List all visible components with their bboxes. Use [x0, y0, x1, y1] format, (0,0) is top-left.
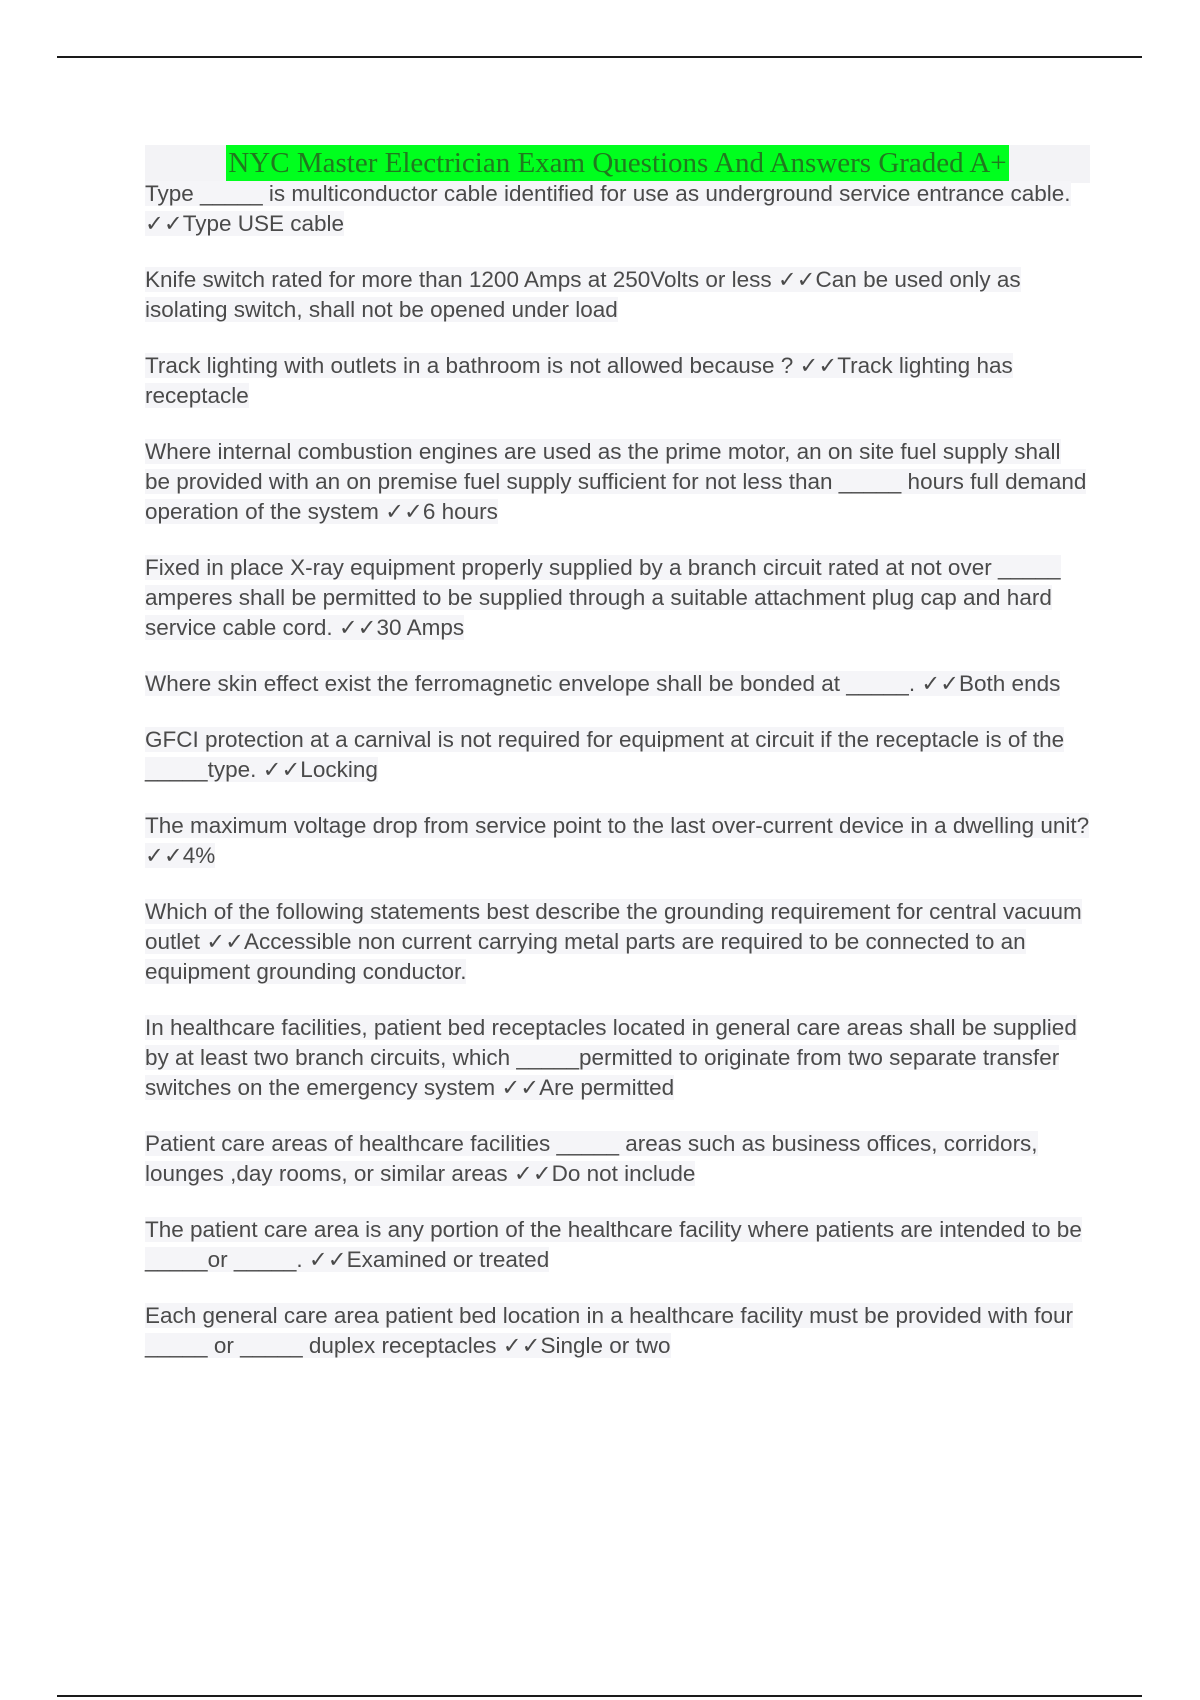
title-bar	[145, 145, 1090, 183]
qa-item: Where skin effect exist the ferromagnetic envelope shall be bonded at _____. ✓✓Both ends	[145, 671, 1061, 696]
qa-item: The maximum voltage drop from service point to the last over-current device in a dwelling unit? ✓✓4%	[145, 813, 1090, 868]
qa-item: Which of the following statements best describe the grounding requirement for central vacuum outlet ✓✓Accessible non current carrying metal parts are required to be connected to an equipment grounding conductor.	[145, 899, 1082, 984]
qa-item: GFCI protection at a carnival is not required for equipment at circuit if the receptacle is of the _____type. ✓✓Locking	[145, 727, 1065, 782]
qa-item: In healthcare facilities, patient bed receptacles located in general care areas shall be supplied by at least two branch circuits, which _____permitted to originate from two separate transfer switches on the emergency system ✓✓Are permitted	[145, 1015, 1077, 1100]
page-title: NYC Master Electrician Exam Questions And Answers Graded A+	[228, 147, 1007, 179]
qa-item: Where internal combustion engines are used as the prime motor, an on site fuel supply shall be provided with an on premise fuel supply sufficient for not less than _____ hours full demand operation of the system ✓✓6 hours	[145, 439, 1087, 524]
qa-item: The patient care area is any portion of the healthcare facility where patients are intended to be _____or _____. ✓✓Examined or treated	[145, 1217, 1082, 1272]
qa-item: Patient care areas of healthcare facilities _____ areas such as business offices, corridors, lounges ,day rooms, or similar areas ✓✓Do not include	[145, 1131, 1038, 1186]
top-rule	[57, 56, 1142, 58]
qa-item: Knife switch rated for more than 1200 Amps at 250Volts or less ✓✓Can be used only as isolating switch, shall not be opened under load	[145, 267, 1021, 322]
qa-item: Fixed in place X-ray equipment properly supplied by a branch circuit rated at not over _____ amperes shall be permitted to be supplied through a suitable attachment plug cap and hard service cable cord. ✓✓30 Amps	[145, 555, 1061, 640]
document-body	[145, 145, 1090, 1387]
bottom-rule	[57, 1695, 1142, 1697]
qa-item: Track lighting with outlets in a bathroom is not allowed because ? ✓✓Track lighting has receptacle	[145, 353, 1013, 408]
qa-item: Each general care area patient bed location in a healthcare facility must be provided with four _____ or _____ duplex receptacles ✓✓Single or two	[145, 1303, 1074, 1358]
qa-item: Type _____ is multiconductor cable identified for use as underground service entrance cable. ✓✓Type USE cable	[145, 181, 1071, 236]
